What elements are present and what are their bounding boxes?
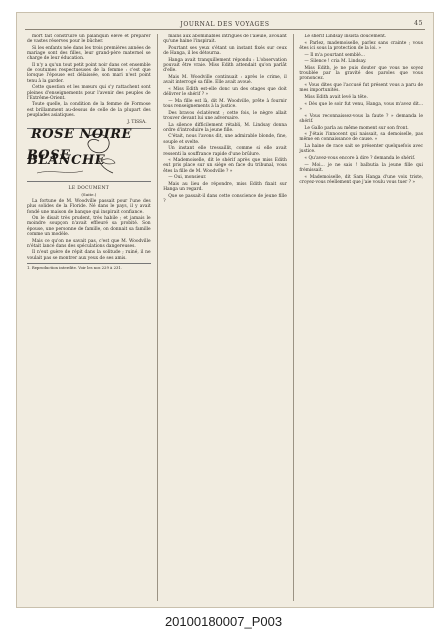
title-rose-noire: ROSE NOIRE: [31, 126, 132, 142]
running-header: [25, 19, 425, 30]
col2-para: Hanga avait tranquillement répondu : L'observation pouvait être vraie. Miss Edith attendait qu'on parlât d'elle.: [163, 57, 287, 74]
col3-para: « Parlez, mademoiselle, parlez sans crainte ; vous êtes ici sous la protection de la loi. »: [299, 40, 424, 51]
col2-para: Que se passait-il dans cette conscience de jeune fille ?: [163, 193, 287, 205]
col3-para: Miss Edith, je ne puis douter que vous ne soyez troublée par la gravité des paroles que vous prononcez.: [299, 66, 424, 82]
journal-title: JOURNAL DES VOYAGES: [180, 20, 270, 28]
column-1: [27, 34, 151, 601]
col3-para: « Vous reconnaissez-vous la faute ? » demanda le shérif.: [299, 113, 424, 124]
col1-para: mort fait construire un palanquin élevé et préparer de vastes réserves pour le bûcher.: [27, 34, 151, 45]
col2-para: C'était, nous l'avons dit, une admirable blonde, fine, souple et svelte.: [163, 134, 287, 145]
col3-para: « Dès que le soir fut venu, Hanga, vous m'avez dit... »: [299, 101, 424, 112]
col2-para: « Miss Edith est-elle donc un des otages que doit délivrer le shérif ? »: [163, 86, 287, 98]
col1-para: Il n'y a qu'un tout petit point noir dans cet ensemble de coutumes respectueuses de la femme : c'est que lorsque l'épouse est délaissée, son mari n'est point tenu à la garder.: [27, 63, 151, 84]
title-rose-blanche: ROSE BLANCHE: [27, 147, 106, 168]
article-signature: J. TISSA.: [127, 119, 147, 125]
column-2: [163, 34, 287, 601]
col3-para: Miss Edith avait levé la tête.: [304, 95, 368, 101]
col3-para: — Moi... je ne sais ! balbutia la jeune fille qui frémissait.: [299, 162, 424, 173]
col1-para: La fortune de M. Woodville passait pour l'une des plus solides de la Floride. Né dans le pays, il y avait fondé une maison de banque qui inspirait confiance.: [27, 199, 151, 215]
col2-para: — Oui, monsieur.: [168, 175, 207, 181]
col2-para: Mais M. Woodville continuait : après le crime, il avait interrogé sa fille. Elle avait avoué.: [163, 74, 287, 86]
col2-para: Pourtant ses yeux s'étant un instant fixés sur ceux de Hanga, il les détourna.: [163, 45, 287, 57]
page-number: 45: [414, 20, 423, 27]
col3-para: La haine de race sait se présenter quelquefois avec justice.: [299, 144, 424, 155]
col3-para: « J'étais l'innocent qui naissait, sa demoiselle, pas même en connaissance de cause. »: [299, 132, 424, 143]
col3-para: — Il m'a pourtant semblé...: [304, 52, 365, 58]
col1-para: Cette question et les mœurs qui s'y rattachent sont pleines d'enseignements pour l'avenir des peuples de l'Extrême-Orient.: [27, 85, 151, 101]
col1-para: Si les enfants née dans les trois premières années de mariage sont des filles, leur grand-père maternel se charge de leur éducation.: [27, 45, 151, 62]
section-sub: (Suite.): [81, 191, 97, 197]
footnote: 1. Reproduction interdite. Voir les nos 229 à 231.: [27, 263, 151, 270]
column-divider: [157, 34, 158, 601]
col2-para: Un instant elle tressaillit, comme si elle avait ressenti la souffrance rapide d'une brûlure.: [163, 146, 287, 157]
column-3: [299, 34, 423, 601]
text-columns: [27, 34, 423, 601]
col2-para: — Ma fille est là, dit M. Woodville, prête à fournir tous renseignements à la justice.: [163, 98, 287, 109]
col2-para: La silence difficilement rétabli, M. Lindsay donna ordre d'introduire la jeune fille.: [163, 122, 287, 133]
col2-para: Des bravos éclatèrent ; cette fois, le nègre allait trouver devant lui une adversaire.: [163, 110, 287, 121]
scan-caption: 20100180007_P003: [164, 614, 283, 629]
journal-page: [16, 12, 434, 608]
col3-para: « Qu'avez-vous encore à dire ? demanda le shérif.: [304, 156, 416, 162]
col1-para: Mais ce qu'on ne savait pas, c'est que M. Woodville n'était lancé dans des spéculations dangereuses.: [27, 238, 151, 249]
col2-para: « Mademoiselle, dit le shérif après que miss Edith eut pris place sur un siège en face du tribunal, vous êtes la fille de M. Woodville ? »: [163, 158, 287, 174]
col2-para: mains aux abominables intrigues de l'aïeule, avouant qu'une haine l'inspirait.: [163, 34, 287, 45]
col3-para: Le Gallo parla au même moment sur son front.: [304, 125, 409, 131]
col2-para: Mais au lieu de répondre, miss Edith fixait sur Hanga un regard.: [163, 182, 287, 193]
col1-para: On le disait très prudent, très habile ; et jamais le moindre soupçon n'avait effleuré sa probité. Son épouse, une personne de famille, on donnait sa famille comme un modèle.: [27, 216, 151, 237]
col3-para: — Silence ! cria M. Lindsay.: [304, 59, 367, 65]
col3-para: « Vous dites que l'accusé fut présent vous a paru de mes importunités.: [299, 83, 424, 94]
serial-title-illustration: [27, 128, 151, 182]
col1-para: Il n'eut guère de répit dans la solitude ; ruiné, il ne voulait pas se montrer aux yeux de ses amis.: [27, 250, 151, 261]
col3-para: « Mademoiselle, dit Sam Hanga d'une voix triste, croyez-vous réellement que j'aie voulu vous tuer ? »: [299, 174, 424, 185]
column-divider: [293, 34, 294, 601]
col3-para: Le shérif Lindsay insista doucement.: [304, 34, 387, 39]
col1-para: Toute quelle, la condition de la femme de Formose est brillamment au-dessus de celle de la plupart des peuplades asiatiques.: [27, 102, 151, 118]
section-label: LE DOCUMENT: [68, 185, 110, 191]
